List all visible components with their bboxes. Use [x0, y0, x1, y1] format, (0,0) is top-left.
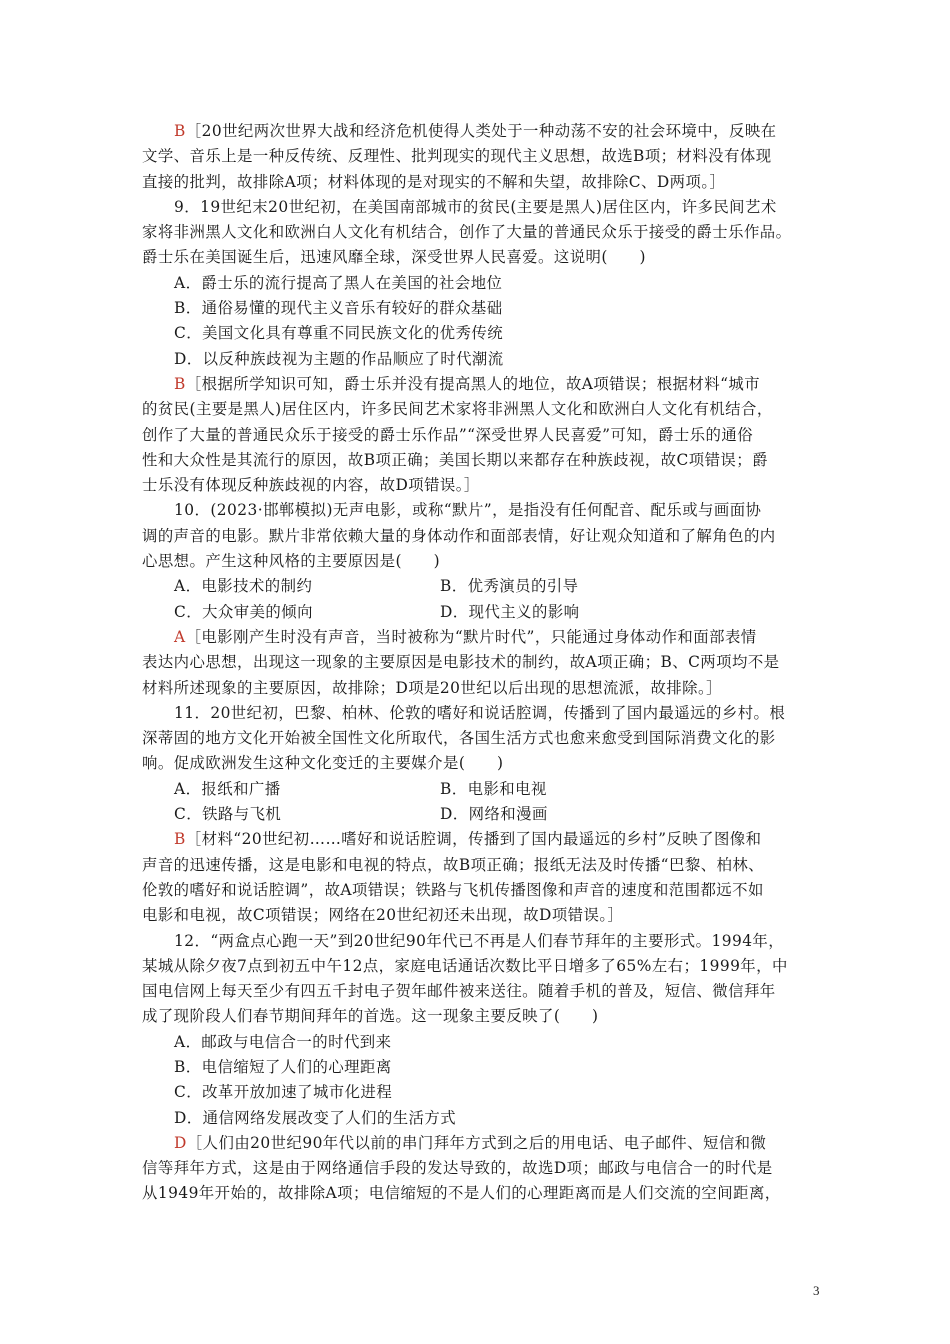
- line-text: ［根据所学知识可知，爵士乐并没有提高黑人的地位，故A项错误；根据材料“城市: [185, 374, 761, 393]
- line-text: D．以反种族歧视为主题的作品顺应了时代潮流: [174, 349, 504, 368]
- text-line: [142, 144, 822, 169]
- text-line: [142, 1131, 822, 1156]
- text-line: [142, 549, 822, 574]
- line-text: 电影和电视，故C项错误；网络在20世纪初还未出现，故D项错误。］: [142, 906, 624, 925]
- line-text: 创作了大量的普通民众乐于接受的爵士乐作品”“深受世界人民喜爱”可知，爵士乐的通俗: [142, 425, 754, 444]
- line-text: 信等拜年方式，这是由于网络通信手段的发达导致的，故选D项；邮政与电信合一的时代是: [142, 1159, 773, 1178]
- line-text: 10．(2023·邯郸模拟)无声电影，或称“默片”，是指没有任何配音、配乐或与画面协: [174, 501, 762, 520]
- line-text: A．邮政与电信合一的时代到来: [174, 1032, 392, 1051]
- text-line: [142, 650, 822, 675]
- text-line: [142, 195, 822, 220]
- text-line: [142, 676, 822, 701]
- option-text: A．报纸和广播: [174, 779, 281, 798]
- text-line: [142, 372, 822, 397]
- line-text: 伦敦的嗜好和说话腔调”，故A项错误；铁路与飞机传播图像和声音的速度和范围都远不如: [142, 880, 764, 899]
- line-text: B．电信缩短了人们的心理距离: [174, 1057, 392, 1076]
- line-text: 材料所述现象的主要原因，故排除；D项是20世纪以后出现的思想流派，故排除。］: [142, 678, 722, 697]
- text-line: [142, 574, 822, 599]
- option-text: A．电影技术的制约: [174, 577, 313, 596]
- line-text: 的贫民(主要是黑人)居住区内，许多民间艺术家将非洲黑人文化和欧洲白人文化有机结合，: [142, 400, 773, 419]
- answer-letter: B: [174, 374, 186, 393]
- line-text: 国电信网上每天至少有四五千封电子贺年邮件被来送往。随着手机的普及，短信、微信拜年: [142, 982, 776, 1001]
- text-line: [142, 929, 822, 954]
- text-line: [142, 726, 822, 751]
- option-text: B．优秀演员的引导: [440, 577, 579, 596]
- line-text: 士乐没有体现反种族歧视的内容，故D项错误。］: [142, 476, 480, 495]
- line-text: ［人们由20世纪90年代以前的串门拜年方式到之后的用电话、电子邮件、短信和微: [186, 1133, 767, 1152]
- answer-letter: A: [174, 627, 186, 646]
- text-line: [142, 498, 822, 523]
- line-text: D．通信网络发展改变了人们的生活方式: [174, 1108, 457, 1127]
- answer-letter: B: [174, 122, 186, 140]
- line-text: 调的声音的电影。默片非常依赖大量的身体动作和面部表情，好让观众知道和了解角色的内: [142, 526, 776, 545]
- line-text: A．爵士乐的流行提高了黑人在美国的社会地位: [174, 273, 503, 292]
- text-line: [142, 296, 822, 321]
- page-content: [142, 119, 822, 1207]
- text-line: [142, 423, 822, 448]
- text-line: [142, 827, 822, 852]
- line-text: 表达内心思想，出现这一现象的主要原因是电影技术的制约，故A项正确；B、C两项均不是: [142, 653, 780, 672]
- line-text: ［材料“20世纪初……嗜好和说话腔调，传播到了国内最遥远的乡村”反映了图像和: [185, 830, 762, 849]
- text-line: [142, 1004, 822, 1029]
- text-line: [142, 853, 822, 878]
- text-line: [142, 220, 822, 245]
- text-line: [142, 979, 822, 1004]
- text-line: [142, 878, 822, 903]
- text-line: [142, 1080, 822, 1105]
- option-text: C．大众审美的倾向: [174, 602, 313, 621]
- line-text: 11．20世纪初，巴黎、柏林、伦敦的嗜好和说话腔调，传播到了国内最遥远的乡村。根: [174, 703, 786, 722]
- text-line: [142, 347, 822, 372]
- line-text: 家将非洲黑人文化和欧洲白人文化有机结合，创作了大量的普通民众乐于接受的爵士乐作品。: [142, 223, 792, 242]
- text-line: [142, 1156, 822, 1181]
- text-line: [142, 245, 822, 270]
- line-text: B．通俗易懂的现代主义音乐有较好的群众基础: [174, 299, 503, 318]
- text-line: [142, 625, 822, 650]
- text-line: [142, 1055, 822, 1080]
- line-text: 深蒂固的地方文化开始被全国性文化所取代，各国生活方式也愈来愈受到国际消费文化的影: [142, 729, 776, 748]
- text-line: [142, 321, 822, 346]
- text-line: [142, 271, 822, 296]
- text-line: [142, 1181, 822, 1206]
- line-text: 文学、音乐上是一种反传统、反理性、批判现实的现代主义思想，故选B项；材料没有体现: [142, 147, 772, 166]
- text-line: [142, 954, 822, 979]
- text-line: [142, 473, 822, 498]
- text-line: [142, 524, 822, 549]
- page-number: 3: [813, 1283, 820, 1298]
- text-line: [142, 751, 822, 776]
- line-text: 响。促成欧洲发生这种文化变迁的主要媒介是( ): [142, 754, 504, 773]
- text-line: [142, 600, 822, 625]
- answer-letter: D: [174, 1133, 187, 1152]
- line-text: 从1949年开始的，故排除A项；电信缩短的不是人们的心理距离而是人们交流的空间距离，: [142, 1184, 781, 1203]
- text-line: [142, 119, 822, 144]
- option-text: D．现代主义的影响: [440, 602, 580, 621]
- option-text: D．网络和漫画: [440, 805, 548, 824]
- text-line: [142, 802, 822, 827]
- text-line: [142, 448, 822, 473]
- line-text: 某城从除夕夜7点到初五中午12点，家庭电话通话次数比平日增多了65%左右；1999年，中: [142, 956, 788, 975]
- line-text: 9．19世纪末20世纪初，在美国南部城市的贫民(主要是黑人)居住区内，许多民间艺术: [174, 197, 777, 216]
- line-text: 成了现阶段人们春节期间拜年的首选。这一现象主要反映了( ): [142, 1007, 599, 1026]
- line-text: 爵士乐在美国诞生后，迅速风靡全球，深受世界人民喜爱。这说明( ): [142, 248, 646, 267]
- line-text: ［电影刚产生时没有声音，当时被称为“默片时代”，只能通过身体动作和面部表情: [185, 627, 757, 646]
- text-line: [142, 1106, 822, 1131]
- line-text: 性和大众性是其流行的原因，故B项正确；美国长期以来都存在种族歧视，故C项错误；爵: [142, 450, 768, 469]
- line-text: 直接的批判，故排除A项；材料体现的是对现实的不解和失望，故排除C、D两项。］: [142, 172, 726, 191]
- text-line: [142, 170, 822, 195]
- text-line: [142, 903, 822, 928]
- option-text: C．铁路与飞机: [174, 805, 282, 824]
- option-text: B．电影和电视: [440, 779, 547, 798]
- answer-letter: B: [174, 830, 186, 849]
- line-text: ［20世纪两次世界大战和经济危机使得人类处于一种动荡不安的社会环境中，反映在: [185, 122, 777, 140]
- line-text: 声音的迅速传播，这是电影和电视的特点，故B项正确；报纸无法及时传播“巴黎、柏林、: [142, 855, 765, 874]
- text-line: [142, 777, 822, 802]
- line-text: 12．“两盒点心跑一天”到20世纪90年代已不再是人们春节拜年的主要形式。1994年，: [174, 931, 785, 950]
- text-line: [142, 1030, 822, 1055]
- line-text: 心思想。产生这种风格的主要原因是( ): [142, 552, 441, 571]
- text-line: [142, 397, 822, 422]
- line-text: C．美国文化具有尊重不同民族文化的优秀传统: [174, 324, 504, 343]
- line-text: C．改革开放加速了城市化进程: [174, 1083, 393, 1102]
- text-line: [142, 701, 822, 726]
